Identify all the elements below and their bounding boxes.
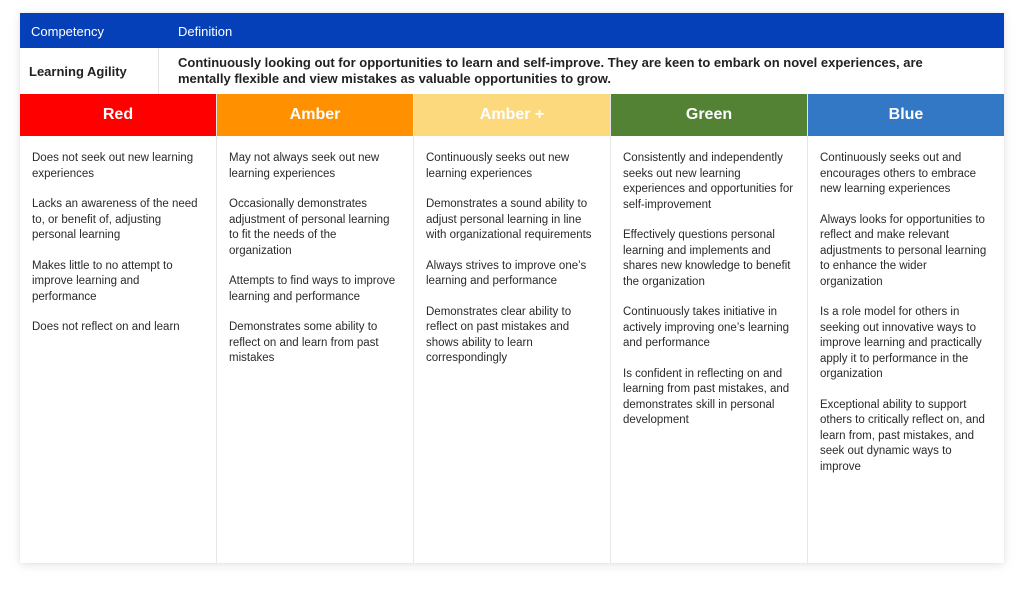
level-column-amber-plus (414, 94, 611, 563)
behaviour-item: Always strives to improve one’s learning and performance (426, 259, 587, 287)
behaviour-item: Demonstrates some ability to reflect on and learn from past mistakes (229, 321, 379, 364)
behaviour-item: Continuously seeks out new learning experiences (426, 152, 570, 180)
level-behaviours-red (20, 136, 216, 336)
behaviour-item: Exceptional ability to support others to critically reflect on, and learn from, past mistakes, and seek out dynamic ways to improve (820, 398, 985, 473)
level-behaviours-green (611, 136, 807, 429)
behaviour-item: Does not reflect on and learn (32, 321, 180, 333)
level-header-amber-plus: Amber + (414, 94, 610, 136)
behaviour-item: Demonstrates a sound ability to adjust personal learning in line with organizational requirements (426, 198, 592, 241)
level-column-blue (808, 94, 1004, 563)
behaviour-item: Lacks an awareness of the need to, or benefit of, adjusting personal learning (32, 198, 198, 241)
behaviour-item: Is confident in reflecting on and learning from past mistakes, and demonstrates skill in personal development (623, 367, 790, 426)
behaviour-item: Always looks for opportunities to reflect and make relevant adjustments to personal learning to enhance the wider organization (820, 213, 987, 288)
level-column-amber (217, 94, 414, 563)
behaviour-item: Continuously seeks out and encourages others to embrace new learning experiences (820, 152, 976, 195)
level-behaviours-amber (217, 136, 413, 367)
behaviour-item: Makes little to no attempt to improve learning and performance (32, 259, 173, 303)
competency-name: Learning Agility (20, 48, 159, 94)
behaviour-item: May not always seek out new learning experiences (229, 152, 380, 180)
proficiency-levels (20, 94, 1004, 563)
competency-column-header: Competency (31, 24, 104, 39)
level-header-blue: Blue (808, 94, 1004, 136)
level-column-green (611, 94, 808, 563)
behaviour-item: Attempts to find ways to improve learning and performance (229, 275, 396, 303)
definition-row (20, 48, 1004, 94)
competency-card (20, 13, 1004, 563)
behaviour-item: Continuously takes initiative in actively improving one’s learning and performance (623, 306, 789, 349)
level-header-amber: Amber (217, 94, 413, 136)
definition-column-header: Definition (178, 24, 233, 39)
level-header-red: Red (20, 94, 216, 136)
behaviour-item: Effectively questions personal learning and implements and shares new knowledge to benefit the organization (623, 229, 791, 288)
level-column-red (20, 94, 217, 563)
behaviour-item: Consistently and independently seeks out new learning experiences and opportunities for self-improvement (623, 152, 794, 211)
competency-definition: Continuously looking out for opportunities to learn and self-improve. They are keen to embark on novel experiences, are mentally flexible and view mistakes as valuable opportunities to grow. (178, 55, 923, 86)
table-header (20, 13, 1004, 48)
behaviour-item: Occasionally demonstrates adjustment of personal learning to fit the needs of the organization (229, 198, 390, 257)
level-behaviours-blue (808, 136, 1004, 475)
level-header-green: Green (611, 94, 807, 136)
behaviour-item: Does not seek out new learning experiences (32, 152, 194, 180)
behaviour-item: Is a role model for others in seeking out innovative ways to improve learning and practically apply it to performance in the organization (820, 306, 982, 380)
level-behaviours-amber-plus (414, 136, 610, 367)
behaviour-item: Demonstrates clear ability to reflect on past mistakes and shows ability to learn correspondingly (426, 305, 572, 364)
